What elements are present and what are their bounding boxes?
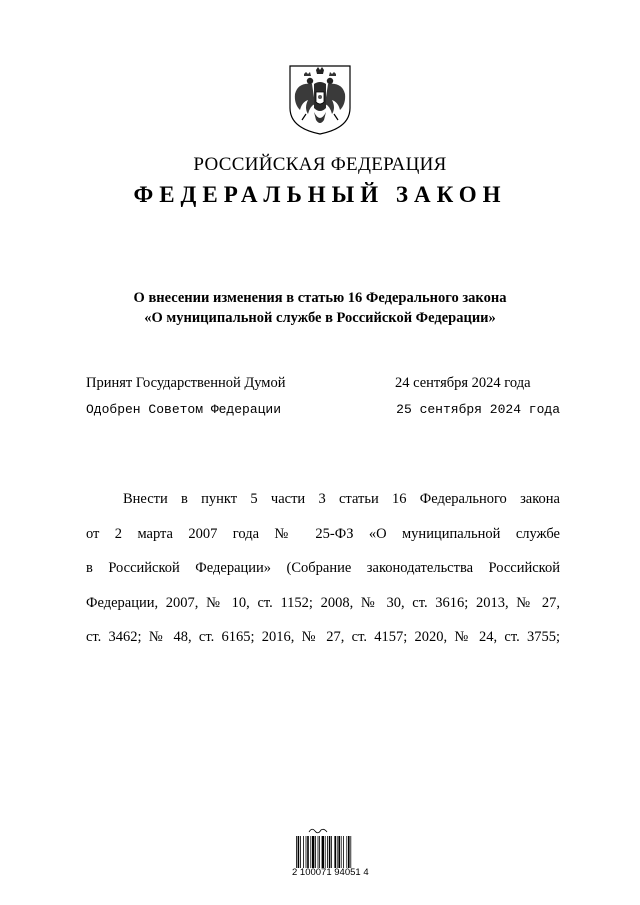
adoption-date: 24 сентября 2024 года [395,375,531,391]
barcode-icon [294,836,374,868]
body-line: в Российской Федерации» (Собрание законодательства Российской [86,560,560,576]
adoption-row-council [86,402,560,417]
law-body [86,482,560,655]
law-title-line-1: О внесении изменения в статью 16 Федерального закона [133,290,507,306]
document-type-heading: ФЕДЕРАЛЬНЫЙ ЗАКОН [133,182,507,207]
country-name: РОССИЙСКАЯ ФЕДЕРАЦИЯ [193,154,447,175]
adoption-label: Одобрен Советом Федерации [86,402,282,417]
body-line: ст. 3462; № 48, ст. 6165; 2016, № 27, ст. 4157; 2020, № 24, ст. 3755; [86,629,560,645]
signature-mark-icon [308,826,328,834]
coat-of-arms-icon [288,64,352,136]
adoption-date: 25 сентября 2024 года [396,402,560,417]
body-line: от 2 марта 2007 года № 25-ФЗ «О муниципальной службе [86,525,560,542]
barcode-stamp [294,826,374,878]
law-title-line-2: «О муниципальной службе в Российской Федерации» [144,310,496,326]
law-title [0,288,640,328]
adoption-row-duma [86,375,560,392]
body-line: Внести в пункт 5 части 3 статьи 16 Федерального закона [123,491,560,507]
body-line: Федерации, 2007, № 10, ст. 1152; 2008, № 30, ст. 3616; 2013, № 27, [86,594,560,611]
barcode-number: 2 100071 94051 4 [292,867,369,878]
adoption-label: Принят Государственной Думой [86,375,286,391]
